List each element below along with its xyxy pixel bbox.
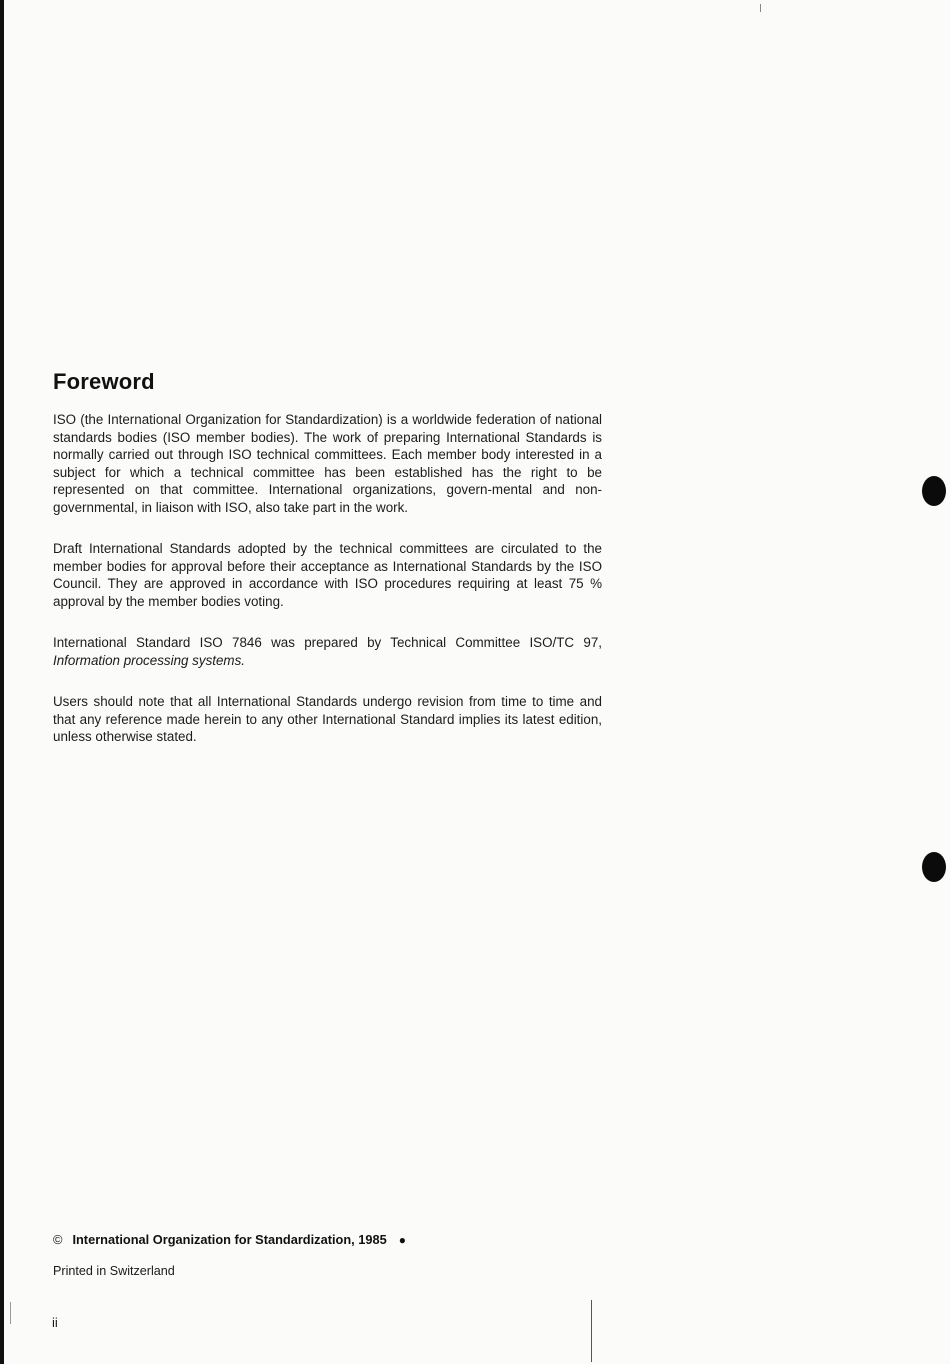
copyright-icon: ©: [53, 1232, 63, 1247]
paragraph-draft-standards: Draft International Standards adopted by the technical committees are circulated to the member bodies for approval before their acceptance as International Standards by the ISO Council. They are approved in accordance with ISO procedures requiring at least 75 % approval by the member bodies voting.: [53, 541, 602, 609]
paragraph-iso-overview: ISO (the International Organization for Standardization) is a worldwide federation of national standards bodies (ISO member bodies). The work of preparing International Standards is normally carried out through ISO technical committees. Each member body interested in a subject for which a technical committee has been established has the right to be represented on that committee. International organizations, govern-mental and non-governmental, in liaison with ISO, also take part in the work.: [53, 412, 602, 515]
preparation-text: International Standard ISO 7846 was prepared by Technical Committee ISO/TC 97,: [53, 635, 602, 650]
scan-mark: [10, 1302, 11, 1324]
punch-hole: [922, 476, 946, 506]
copyright-line: [53, 1232, 406, 1247]
copyright-text: International Organization for Standardization, 1985: [72, 1232, 387, 1247]
paragraph-preparation: [53, 634, 602, 669]
scan-mark: [591, 1300, 592, 1362]
punch-hole: [922, 852, 946, 882]
printed-location: Printed in Switzerland: [53, 1264, 175, 1278]
scan-edge: [0, 0, 4, 1364]
paragraph-revision-note: Users should note that all International Standards undergo revision from time to time and that any reference made herein to any other International Standard implies its latest edition, unless otherwise stated.: [53, 694, 602, 745]
scan-mark: [760, 4, 761, 12]
bullet-icon: ●: [398, 1233, 406, 1247]
committee-title: Information processing systems.: [53, 652, 246, 668]
page-title: Foreword: [53, 369, 155, 394]
page-number: ii: [52, 1315, 58, 1330]
